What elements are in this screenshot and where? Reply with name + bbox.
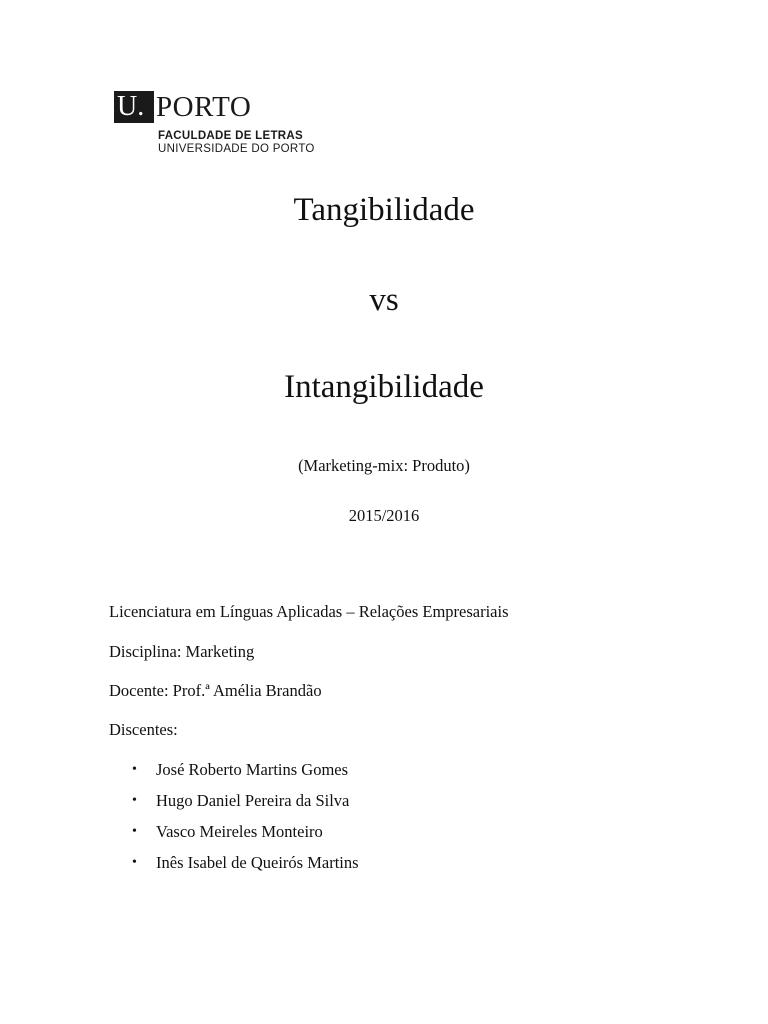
bullet-icon: • bbox=[132, 855, 137, 870]
logo-mark: U. bbox=[114, 91, 154, 123]
student-name: Inês Isabel de Queirós Martins bbox=[156, 853, 359, 872]
list-item bbox=[132, 853, 359, 884]
subtitle: (Marketing-mix: Produto) bbox=[298, 456, 470, 475]
title-line1: Tangibilidade bbox=[293, 192, 475, 228]
list-item bbox=[132, 822, 359, 853]
academic-year: 2015/2016 bbox=[348, 506, 420, 525]
logo-name: PORTO bbox=[156, 91, 252, 123]
logo-subtitle bbox=[158, 130, 315, 156]
title-vs: vs bbox=[369, 282, 399, 318]
student-name: Hugo Daniel Pereira da Silva bbox=[156, 791, 350, 810]
logo-university: UNIVERSIDADE DO PORTO bbox=[158, 143, 315, 155]
title-line2: Intangibilidade bbox=[284, 369, 484, 405]
students-list bbox=[132, 760, 359, 884]
logo-wordmark bbox=[114, 90, 315, 124]
student-name: Vasco Meireles Monteiro bbox=[156, 822, 323, 841]
logo-faculty: FACULDADE DE LETRAS bbox=[158, 130, 303, 142]
discipline-text: Disciplina: Marketing bbox=[109, 642, 255, 661]
bullet-icon: • bbox=[132, 793, 137, 808]
degree-text: Licenciatura em Línguas Aplicadas – Relações Empresariais bbox=[109, 602, 509, 621]
bullet-icon: • bbox=[132, 824, 137, 839]
student-name: José Roberto Martins Gomes bbox=[156, 760, 349, 779]
bullet-icon: • bbox=[132, 762, 137, 777]
list-item bbox=[132, 760, 359, 791]
list-item bbox=[132, 791, 359, 822]
students-label: Discentes: bbox=[109, 720, 178, 739]
teacher-text: Docente: Prof.ª Amélia Brandão bbox=[109, 681, 322, 700]
university-logo bbox=[114, 90, 315, 156]
